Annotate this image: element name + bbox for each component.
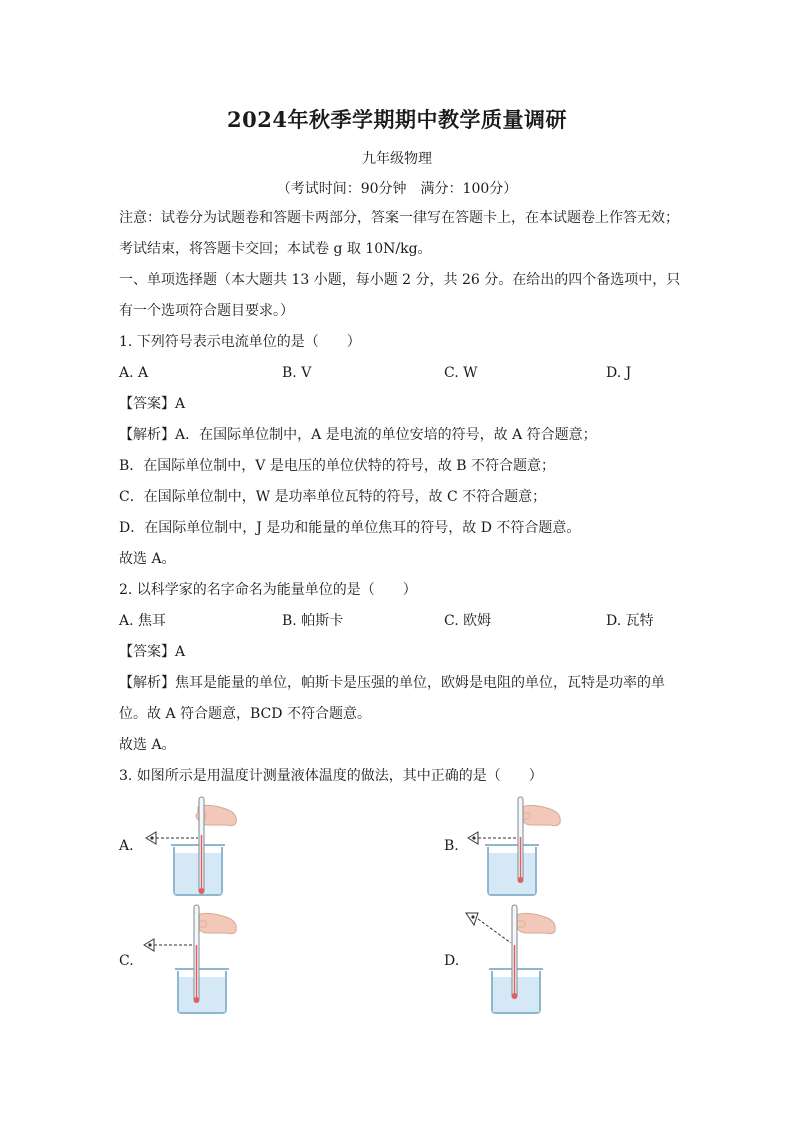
q1-answer: 【答案】A: [119, 396, 186, 412]
q1-conclusion: 故选 A。: [119, 551, 176, 567]
q3-figure-c-beaker-diagram: [138, 905, 248, 1017]
q3-figure-label-c: C.: [119, 953, 134, 969]
q2-conclusion: 故选 A。: [119, 737, 176, 753]
subject-subtitle: 九年级物理: [362, 151, 432, 167]
q3-figure-label-b: B.: [444, 838, 459, 854]
q1-option-b: B. V: [282, 365, 312, 381]
q1-option-a: A. A: [119, 365, 149, 381]
q1-stem: 1. 下列符号表示电流单位的是（ ）: [119, 334, 361, 350]
q2-option-a: A. 焦耳: [119, 613, 167, 629]
q3-stem: 3. 如图所示是用温度计测量液体温度的做法，其中正确的是（ ）: [119, 768, 543, 784]
q2-option-b: B. 帕斯卡: [282, 613, 344, 629]
q3-figure-d-beaker-diagram: [462, 905, 572, 1017]
q3-figure-label-a: A.: [119, 838, 134, 854]
q2-option-d: D. 瓦特: [606, 613, 654, 629]
q1-analysis-line: 【解析】A．在国际单位制中，A 是电流的单位安培的符号，故 A 符合题意；: [119, 427, 597, 443]
q1-analysis-line: D．在国际单位制中，J 是功和能量的单位焦耳的符号，故 D 不符合题意。: [119, 520, 581, 536]
q2-stem: 2. 以科学家的名字命名为能量单位的是（ ）: [119, 582, 417, 598]
exam-meta: （考试时间：90分钟 满分：100分）: [276, 181, 518, 197]
q1-analysis-line: B．在国际单位制中，V 是电压的单位伏特的符号，故 B 不符合题意；: [119, 458, 556, 474]
q2-analysis-line: 【解析】焦耳是能量的单位，帕斯卡是压强的单位，欧姆是电阻的单位，瓦特是功率的单: [119, 675, 665, 691]
notice-line-2: 考试结束，将答题卡交回；本试卷 g 取 10N/kg。: [119, 241, 432, 257]
q2-option-c: C. 欧姆: [444, 613, 492, 629]
q3-figure-a-beaker-diagram: [138, 795, 248, 900]
page-title: 2024年秋季学期期中教学质量调研: [227, 107, 567, 132]
notice-line-1: 注意：试卷分为试题卷和答题卡两部分，答案一律写在答题卡上，在本试题卷上作答无效；: [119, 210, 679, 226]
section-heading-line-2: 有一个选项符合题目要求。）: [119, 303, 294, 319]
q2-answer: 【答案】A: [119, 644, 186, 660]
section-heading-line-1: 一、单项选择题（本大题共 13 小题，每小题 2 分，共 26 分。在给出的四个备选项中，只: [119, 272, 681, 288]
q2-analysis-line: 位。故 A 符合题意，BCD 不符合题意。: [119, 706, 371, 722]
q3-figure-b-beaker-diagram: [462, 795, 572, 900]
q1-option-c: C. W: [444, 365, 478, 381]
q1-option-d: D. J: [606, 365, 632, 381]
q1-analysis-line: C．在国际单位制中，W 是功率单位瓦特的符号，故 C 不符合题意；: [119, 489, 547, 505]
q3-figure-label-d: D.: [444, 953, 460, 969]
